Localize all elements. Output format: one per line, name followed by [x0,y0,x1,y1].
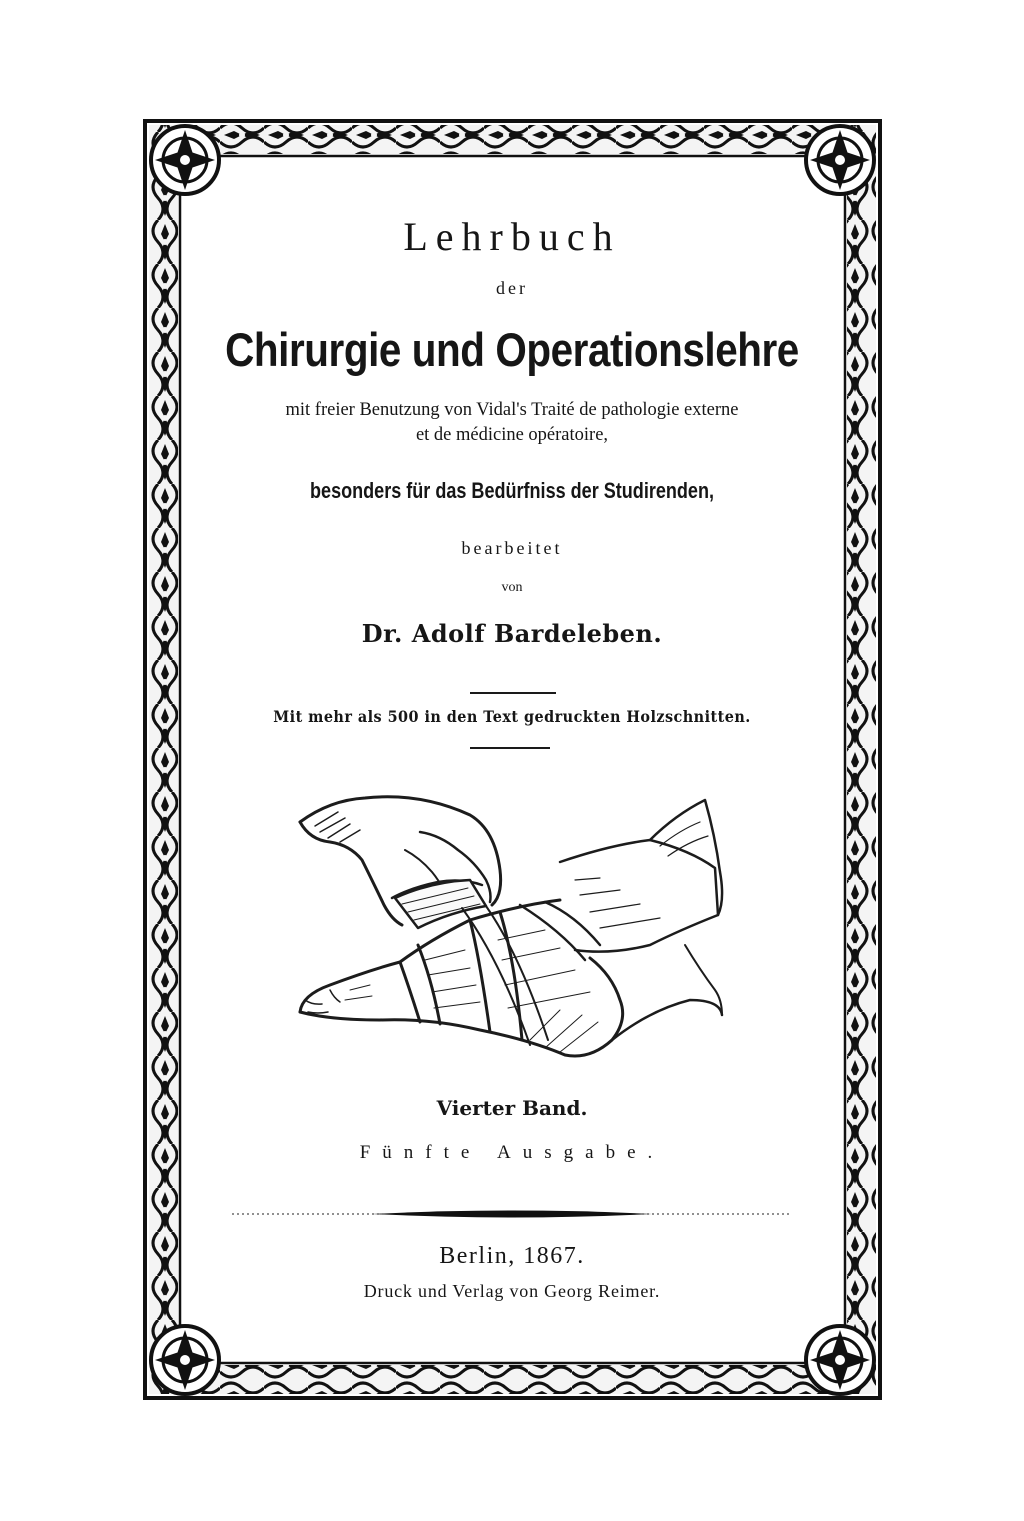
bandaging-foot-illustration [300,797,722,1056]
corner-ornament-icon [151,1326,219,1394]
corner-ornament-icon [806,126,874,194]
corner-ornament-icon [151,126,219,194]
edited-label: bearbeitet [461,538,563,558]
subtitle-line-2: et de médicine opératoire, [415,425,609,445]
publisher-line: Druck und Verlag von Georg Reimer. [363,1281,661,1301]
divider-bottom [470,747,550,749]
book-word: Lehrbuch [403,214,621,259]
by-label: von [501,580,523,595]
volume-label: Vierter Band. [436,1096,588,1120]
swelled-rule [232,1208,792,1220]
article: der [496,278,528,298]
corner-ornament-icon [806,1326,874,1394]
subtitle-line-1: mit freier Benutzung von Vidal's Traité de pathologie externe [285,400,739,420]
purpose-line: besonders für das Bedürfniss der Studirenden, [310,478,714,503]
author-name: Dr. Adolf Bardeleben. [361,619,663,648]
page-title: Chirurgie und Operationslehre [225,323,799,376]
illustrations-note: Mit mehr als 500 in den Text gedruckten Holzschnitten. [273,707,751,726]
edition-label: Fünfte Ausgabe. [359,1142,665,1163]
divider-top [470,692,556,694]
place-year: Berlin, 1867. [439,1243,585,1269]
subtitle [0,398,1024,448]
